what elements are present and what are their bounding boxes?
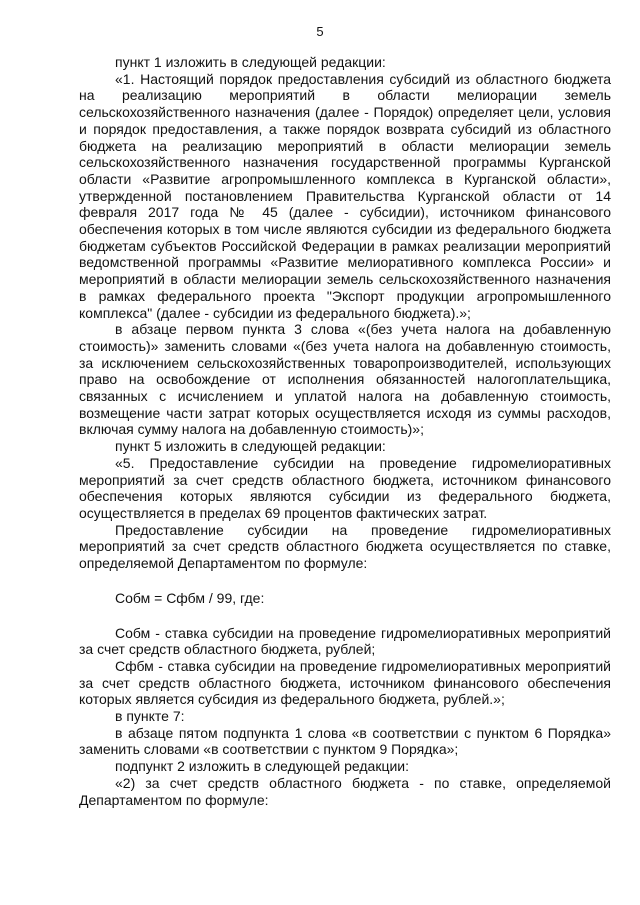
- paragraph: «2) за счет средств областного бюджета - по ставке, определяемой Департаментом по формуле:: [79, 774, 611, 808]
- paragraph: Сфбм - ставка субсидии на проведение гидромелиоративных мероприятий за счет средств областного бюджета, источником финансового обеспечения которых является субсидия из федерального бюджета, рублей.»;: [79, 657, 611, 708]
- paragraph: пункт 1 изложить в следующей редакции:: [115, 54, 386, 70]
- paragraph: пункт 5 изложить в следующей редакции:: [115, 438, 386, 455]
- page-number: 5: [316, 24, 324, 39]
- paragraph: «1. Настоящий порядок предоставления субсидий из областного бюджета на реализацию мероприятий в области мелиорации земель сельскохозяйственного назначения (далее - Порядок) определяет цели, условия и порядок предоставления, а также порядок возврата субсидий из областного бюджета на реализацию мероприятий в области мелиорации земель сельскохозяйственного назначения государственной программы Курганской области «Развитие агропромышленного комплекса в Курганской области», утвержденной постановлением Правительства Курганской области от 14 февраля 2017 года № 45 (далее - субсидии), источником финансового обеспечения которых в том числе являются субсидии из федерального бюджета бюджетам субъектов Российской Федерации в рамках реализации мероприятий ведомственной программы «Развитие мелиоративного комплекса России» и мероприятий в области мелиорации земель сельскохозяйственного назначения в рамках федерального проекта "Экспорт продукции агропромышленного комплекса" (далее - субсидии из федерального бюджета).»;: [79, 70, 611, 321]
- formula: Собм = Сфбм / 99, где:: [115, 589, 265, 606]
- paragraph: в пункте 7:: [115, 708, 185, 725]
- paragraph: подпункт 2 изложить в следующей редакции:: [115, 758, 410, 775]
- paragraph: «5. Предоставление субсидии на проведение гидромелиоративных мероприятий за счет средств областного бюджета, источником финансового обеспечения которых являются субсидии из федерального бюджета, осуществляется в пределах 69 процентов фактических затрат.: [79, 454, 611, 521]
- paragraph: Собм - ставка субсидии на проведение гидромелиоративных мероприятий за счет средств областного бюджета, рублей;: [79, 624, 611, 658]
- document-body: [79, 54, 611, 808]
- paragraph: в абзаце первом пункта 3 слова «(без учета налога на добавленную стоимость)» заменить словами «(без учета налога на добавленную стоимость, за исключением сельскохозяйственных товаропроизводителей, использующих право на освобождение от исполнения обязанностей налогоплательщика, связанных с исчислением и уплатой налога на добавленную стоимость, возмещение части затрат которых осуществляется исходя из суммы расходов, включая сумму налога на добавленную стоимость)»;: [79, 321, 611, 438]
- paragraph: в абзаце пятом подпункта 1 слова «в соответствии с пунктом 6 Порядка» заменить словами «в соответствии с пунктом 9 Порядка»;: [79, 724, 611, 758]
- paragraph: Предоставление субсидии на проведение гидромелиоративных мероприятий за счет средств областного бюджета осуществляется по ставке, определяемой Департаментом по формуле:: [79, 521, 611, 572]
